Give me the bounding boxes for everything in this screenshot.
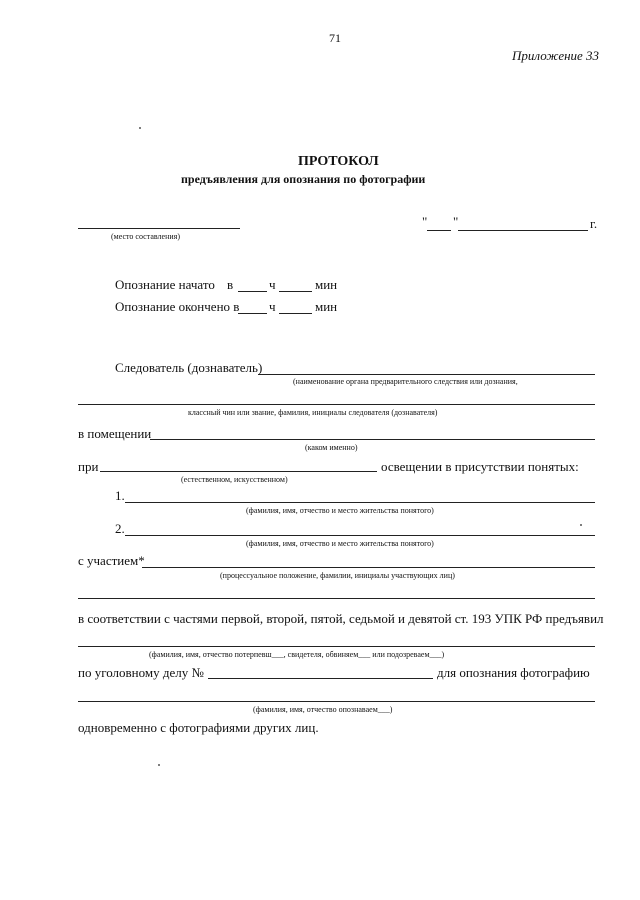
witness-1-line[interactable] [125,502,595,503]
statement-text: в соответствии с частями первой, второй, пятой, седьмой и девятой ст. 193 УПК РФ предъявил [78,611,604,626]
lighting-line[interactable] [100,471,377,472]
date-close-quote: " [453,214,459,229]
document-subtitle: предъявления для опознания по фотографии [181,172,426,186]
start-in: в [227,277,234,292]
witness-1-caption: (фамилия, имя, отчество и место жительства понятого) [246,506,434,515]
investigator-line-2[interactable] [78,404,595,405]
start-min-line[interactable] [279,291,312,292]
end-label: Опознание окончено в [115,299,240,314]
participants-line-1[interactable] [142,567,595,568]
identified-line[interactable] [78,701,595,702]
identified-caption: (фамилия, имя, отчество опознаваем___) [253,705,393,714]
investigator-caption-2: классный чин или звание, фамилия, инициалы следователя (дознавателя) [188,408,438,417]
date-day-line[interactable] [427,230,451,231]
case-suffix: для опознания фотографию [437,665,590,680]
end-min-line[interactable] [279,313,312,314]
participants-label: с участием* [78,553,145,568]
investigator-label: Следователь (дознаватель) [115,360,263,375]
date-year-suffix: г. [590,216,598,231]
scan-speck [158,764,160,766]
place-caption: (место составления) [111,232,180,241]
room-line[interactable] [150,439,595,440]
closing-text: одновременно с фотографиями других лиц. [78,720,319,735]
lighting-caption: (естественном, искусственном) [181,475,288,484]
start-min: мин [315,277,338,292]
date-open-quote: " [422,214,428,229]
end-hour-line[interactable] [238,313,267,314]
witness-2-number: 2. [115,521,125,536]
start-label: Опознание начато [115,277,215,292]
person-caption: (фамилия, имя, отчество потерпевш___, свидетеля, обвиняем___ или подозреваем___) [149,650,445,659]
end-h: ч [269,299,276,314]
participants-caption: (процессуальное положение, фамилии, инициалы участвующих лиц) [220,571,455,580]
room-caption: (каком именно) [305,443,358,452]
page-number: 71 [329,31,341,45]
scan-speck [139,127,141,129]
lighting-prefix: при [78,459,99,474]
person-line[interactable] [78,646,595,647]
document-title: ПРОТОКОЛ [298,154,379,169]
date-month-year-line[interactable] [458,230,588,231]
lighting-suffix: освещении в присутствии понятых: [381,459,579,474]
end-min: мин [315,299,338,314]
room-label: в помещении [78,426,152,441]
witness-1-number: 1. [115,488,125,503]
investigator-line-1[interactable] [258,374,595,375]
participants-line-2[interactable] [78,598,595,599]
case-number-line[interactable] [208,678,433,679]
place-line[interactable] [78,228,240,229]
case-label: по уголовному делу № [78,665,204,680]
witness-2-line[interactable] [125,535,595,536]
start-hour-line[interactable] [238,291,267,292]
start-h: ч [269,277,276,292]
scan-speck [580,524,582,526]
investigator-caption-1: (наименование органа предварительного следствия или дознания, [293,377,518,386]
witness-2-caption: (фамилия, имя, отчество и место жительства понятого) [246,539,434,548]
appendix-label: Приложение 33 [512,48,600,63]
